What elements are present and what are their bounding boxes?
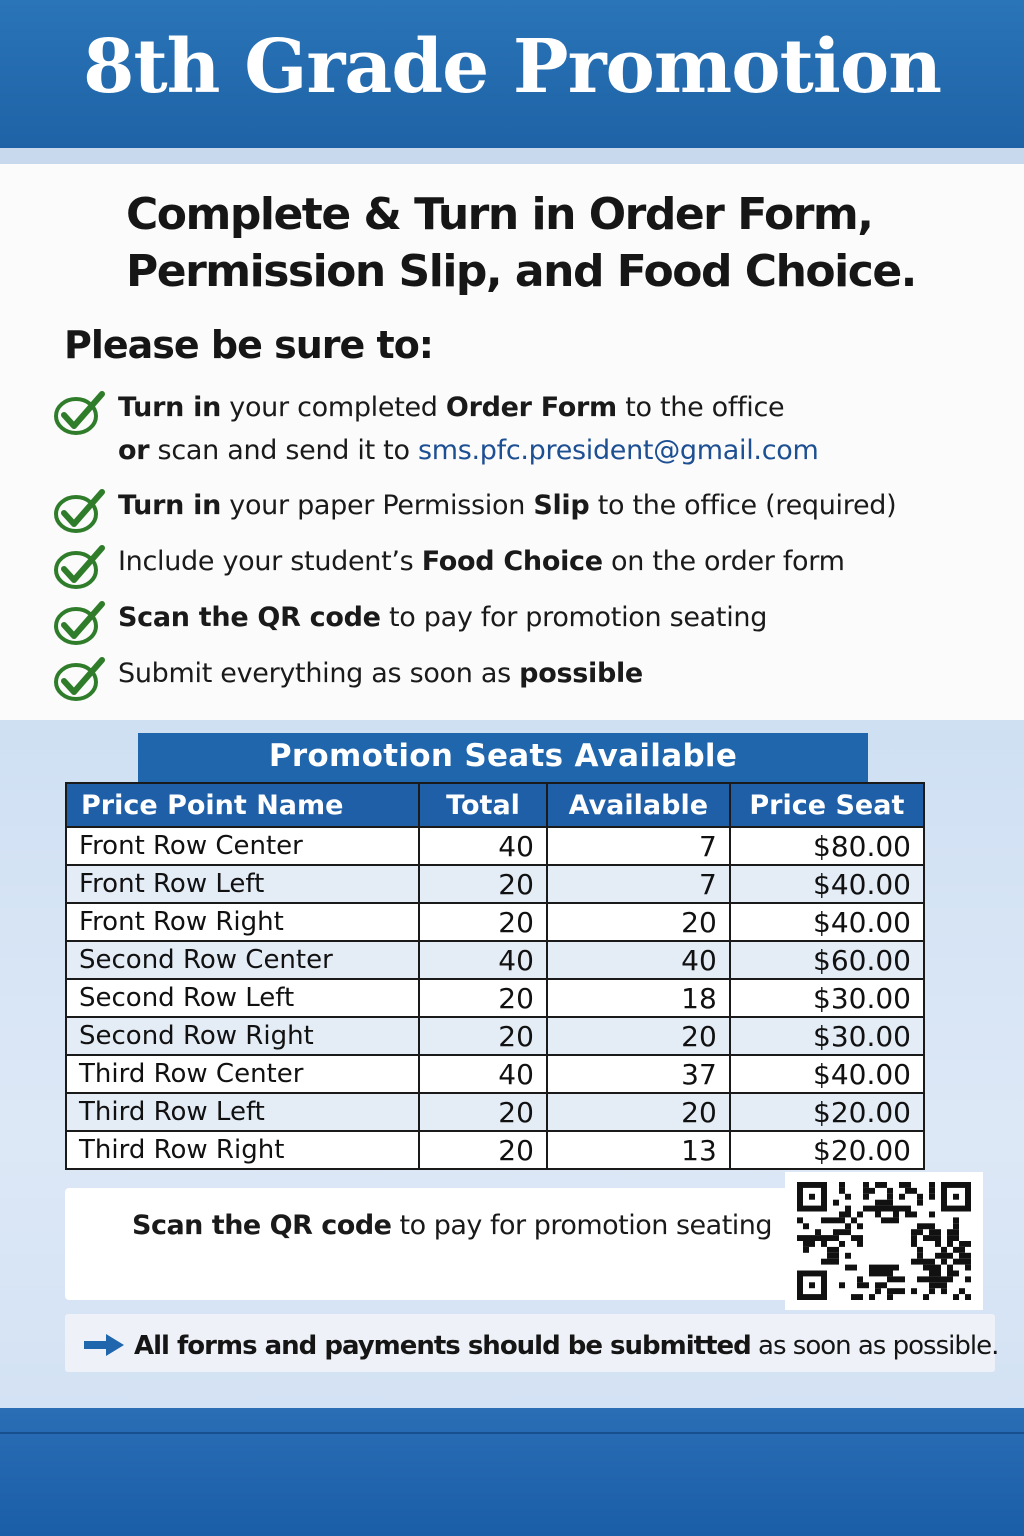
cell-price: $20.00 <box>730 1131 924 1169</box>
cell-available: 37 <box>547 1055 730 1093</box>
checklist-item <box>52 596 982 642</box>
checklist-item-text <box>118 484 896 527</box>
column-header-available: Available <box>547 783 730 827</box>
text-bold: or <box>118 435 150 466</box>
cell-price-point: Front Row Left <box>66 865 419 903</box>
cell-available: 7 <box>547 827 730 865</box>
text-bold: Scan the QR code <box>118 602 381 633</box>
text-bold: Turn in <box>118 392 221 423</box>
checklist-item <box>52 540 982 586</box>
text-plain: to the office <box>616 392 785 423</box>
text-bold: Order Form <box>445 392 617 423</box>
text-bold: Food Choice <box>421 546 603 577</box>
cell-available: 7 <box>547 865 730 903</box>
cell-total: 20 <box>419 865 547 903</box>
page-title: 8th Grade Promotion <box>82 24 942 110</box>
checklist-item <box>52 386 982 476</box>
cell-price: $30.00 <box>730 979 924 1017</box>
text-plain: your paper Permission <box>221 490 534 521</box>
cell-price-point: Third Row Right <box>66 1131 419 1169</box>
text-plain: to pay for promotion seating <box>380 602 768 633</box>
column-header-name: Price Point Name <box>66 783 419 827</box>
checklist-item-text <box>118 596 767 639</box>
text-bold: All forms and payments should be submitted <box>134 1331 751 1361</box>
table-row <box>66 1093 924 1131</box>
cell-price-point: Front Row Right <box>66 903 419 941</box>
cell-total: 20 <box>419 1093 547 1131</box>
text-plain: scan and send it to <box>149 435 418 466</box>
cell-total: 40 <box>419 827 547 865</box>
cell-price-point: Third Row Left <box>66 1093 419 1131</box>
cell-price-point: Second Row Right <box>66 1017 419 1055</box>
cell-price-point: Second Row Left <box>66 979 419 1017</box>
table-row <box>66 941 924 979</box>
cell-total: 20 <box>419 903 547 941</box>
header-banner <box>0 0 1024 148</box>
table-row <box>66 1017 924 1055</box>
cell-available: 20 <box>547 903 730 941</box>
text-plain: as soon as possible. <box>750 1331 999 1361</box>
table-row <box>66 1055 924 1093</box>
table-row <box>66 903 924 941</box>
checklist-item-text <box>118 386 818 472</box>
table-header-row <box>66 783 924 827</box>
text-bold: Scan the QR code <box>132 1210 392 1241</box>
cell-price-point: Front Row Center <box>66 827 419 865</box>
subtitle-line-1: Complete & Turn in Order Form, <box>126 189 873 240</box>
text-plain: Submit everything as soon as <box>118 658 520 689</box>
check-circle-icon <box>52 486 108 536</box>
qr-code-icon[interactable] <box>785 1172 983 1310</box>
checklist-item <box>52 652 982 698</box>
table-title: Promotion Seats Available <box>138 733 868 783</box>
subtitle-line-2: Permission Slip, and Food Choice. <box>126 246 916 297</box>
text-plain: to pay for promotion seating <box>391 1210 773 1241</box>
check-circle-icon <box>52 654 108 704</box>
cell-total: 20 <box>419 979 547 1017</box>
table-row <box>66 979 924 1017</box>
footer-divider <box>0 1432 1024 1434</box>
qr-code-graphic <box>797 1182 971 1300</box>
cell-price: $20.00 <box>730 1093 924 1131</box>
checklist-item-text <box>118 652 643 695</box>
cell-available: 20 <box>547 1017 730 1055</box>
cell-price: $40.00 <box>730 865 924 903</box>
email-link[interactable]: sms.pfc.president@gmail.com <box>417 435 819 466</box>
table-row <box>66 1131 924 1169</box>
check-circle-icon <box>52 388 108 438</box>
text-bold: Turn in <box>118 490 221 521</box>
cell-total: 40 <box>419 1055 547 1093</box>
cell-available: 20 <box>547 1093 730 1131</box>
cell-total: 40 <box>419 941 547 979</box>
column-header-price: Price Seat <box>730 783 924 827</box>
cell-price: $80.00 <box>730 827 924 865</box>
qr-instruction <box>132 1206 772 1246</box>
submission-note <box>134 1326 998 1366</box>
subtitle <box>126 186 946 300</box>
seats-table <box>65 782 925 1170</box>
checklist-item <box>52 484 982 530</box>
header-divider <box>0 148 1024 164</box>
cell-price: $40.00 <box>730 1055 924 1093</box>
cell-available: 13 <box>547 1131 730 1169</box>
check-circle-icon <box>52 598 108 648</box>
footer-banner <box>0 1408 1024 1536</box>
cell-price: $60.00 <box>730 941 924 979</box>
text-plain: to the office (required) <box>589 490 897 521</box>
cell-price: $40.00 <box>730 903 924 941</box>
checklist-heading: Please be sure to: <box>64 323 433 367</box>
cell-price-point: Second Row Center <box>66 941 419 979</box>
cell-price: $30.00 <box>730 1017 924 1055</box>
table-row <box>66 865 924 903</box>
cell-price-point: Third Row Center <box>66 1055 419 1093</box>
text-bold: possible <box>519 658 643 689</box>
text-plain: on the order form <box>602 546 845 577</box>
cell-total: 20 <box>419 1017 547 1055</box>
cell-available: 18 <box>547 979 730 1017</box>
check-circle-icon <box>52 542 108 592</box>
column-header-total: Total <box>419 783 547 827</box>
text-bold: Slip <box>533 490 590 521</box>
cell-available: 40 <box>547 941 730 979</box>
text-plain: Include your student’s <box>118 546 422 577</box>
text-plain: your completed <box>221 392 446 423</box>
checklist-item-text <box>118 540 845 583</box>
cell-total: 20 <box>419 1131 547 1169</box>
table-row <box>66 827 924 865</box>
arrow-right-icon <box>82 1332 126 1358</box>
